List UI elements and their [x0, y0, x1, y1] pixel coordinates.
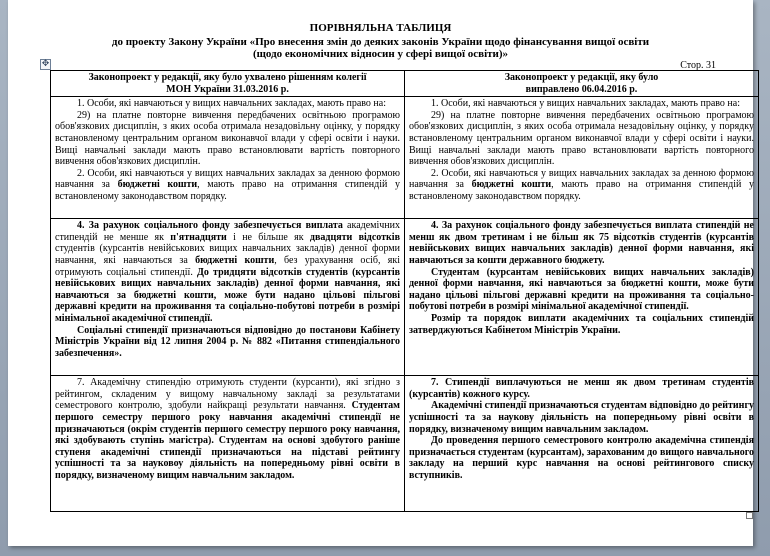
bold-text-run: До проведення першого семестрового контролю академічна стипендія призначається студентам (курсантам), зарахованим до вищого навчального закладу на перший курс навчання на основі рейтингового списку вступників.	[409, 435, 754, 481]
table-cell-left[interactable]	[51, 376, 405, 512]
text-run: 2. Особи, які навчаються у вищих навчальних закладах за денною формою навчання за	[409, 167, 754, 191]
table-resize-handle[interactable]	[746, 512, 753, 519]
text-run: , мають право на отримання стипендій у встановленому законодавством порядку.	[409, 179, 755, 202]
bold-text-run: 4. За рахунок соціального фонду забезпечується виплата	[77, 220, 343, 232]
comparison-table	[50, 70, 759, 512]
header-left-line1: Законопроект у редакції, яку було ухвалено рішенням колегії	[88, 72, 367, 83]
paragraph	[409, 168, 754, 203]
table-cell-left[interactable]	[51, 97, 405, 219]
bold-text-run: До тридцяти відсотків студентів (курсантів невійськових вищих навчальних закладів) денної форми навчання, які навчаються за бюджетні кошти, може бути надано цільові пільгові державні кредити на проживання та соціально-побутові потреби в розмірі мінімальної академічної стипендії.	[55, 266, 401, 324]
bold-text-run: Студентам (курсантам невійськових вищих навчальних закладів) денної форми навчання, які навчаються за бюджетні кошти, може бути надано цільові пільгові державні кредити на проживання та соціально-побутові потреби в розмірі мінімальної академічної стипендії.	[409, 266, 754, 313]
paragraph	[409, 313, 754, 336]
document-subtitle-note: (щодо економічних відносин у сфері вищої освіти)»	[252, 48, 509, 60]
paragraph	[409, 267, 754, 313]
paragraph	[55, 325, 400, 360]
text-run: 2. Особи, які навчаються у вищих навчальних закладах за денною формою навчання за	[55, 167, 400, 191]
document-subtitle: до проекту Закону України «Про внесення змін до деяких законів України щодо фінансування вищої освіти	[111, 36, 650, 48]
page-number: Стор. 31	[680, 60, 716, 71]
paragraph	[55, 168, 400, 203]
paragraph	[409, 400, 754, 435]
bold-text-run: бюджетні кошти	[195, 254, 275, 266]
table-row	[51, 376, 759, 512]
paragraph	[409, 435, 754, 481]
table-move-handle-icon[interactable]: ✥	[41, 59, 50, 69]
header-cell-right[interactable]	[405, 71, 759, 97]
bold-text-run: п'ятнадцяти	[170, 231, 227, 243]
paragraph	[55, 377, 400, 481]
document-page	[8, 0, 753, 546]
bold-text-run: Студентам на основі здобутого раніше ступеня академічні стипендії призначаються на підставі рейтингу успішності та за науковоу діяльність на попередньому рівні освіти в порядку, визначеному вищим навчальним закладом.	[55, 435, 400, 481]
header-right-line1: Законопроект у редакції, яку було	[504, 72, 659, 83]
table-header-row	[51, 71, 759, 97]
paragraph: 29) на платне повторне вивчення передбачених освітньою програмою обов'язкових дисциплін, з яких особа отримала незадовільну оцінку, у порядку встановленому центральним органом виконавчої влади у сфері освіти і науки. Вищі навчальні заклади мають право встановлювати вартість повторного вивчення обов'язкових дисциплін.	[409, 109, 754, 168]
bold-text-run: Студентам першого семестру першого року навчання академічні стипендії не призначаються	[55, 400, 400, 435]
table-cell-right[interactable]	[405, 97, 759, 219]
text-run: і не більше як	[226, 231, 310, 243]
document-title: ПОРІВНЯЛЬНА ТАБЛИЦЯ	[309, 22, 452, 34]
paragraph: 1. Особи, які навчаються у вищих навчальних закладах, мають право на:	[431, 98, 740, 110]
text-run: 7. Академічну стипендію отримують студенти (курсанти), які згідно з рейтингом, складеним у вищому навчальному закладі за результатами семестрового контролю, здобули найкращі результати навчання.	[55, 377, 400, 412]
header-right-line2: виправлено 06.04.2016 р.	[525, 83, 638, 95]
bold-text-run: Соціальні стипендії призначаються відповідно до постанови Кабінету Міністрів України від 12 липня 2004 р. № 882 «Питання стипендіального забезпечення».	[55, 324, 400, 359]
paragraph	[409, 377, 754, 400]
bold-text-run: бюджетні кошти	[117, 179, 198, 191]
bold-text-run: 4. За рахунок соціального фонду забезпечується виплата стипендій не менш як двом третинам і не більш як 75 відсотків студентів (курсантів невійськових вищих навчальних закладів) денної форми навчання, які навчаються за кошти державного бюджету.	[409, 220, 754, 266]
text-run: студентів (курсантів невійськових вищих навчальних закладів) денної форми навчання, які навчаються за	[55, 243, 400, 266]
text-run: , без урахування осіб, які отримують соціальні стипендії.	[55, 254, 400, 278]
paragraph: 29) на платне повторне вивчення передбачених освітньою програмою обов'язкових дисциплін, з яких особа отримала незадовільну оцінку, у порядку встановленому центральним органом виконавчої влади у сфері освіти і науки. Вищі навчальні заклади мають право встановлювати вартість повторного вивчення обов'язкових дисциплін.	[55, 109, 400, 168]
header-left-line2: МОН України 31.03.2016 р.	[166, 83, 289, 95]
paragraph	[55, 220, 400, 324]
table-cell-right[interactable]	[405, 376, 759, 512]
bold-text-run: 7. Стипендії виплачуються не менш як двом третинам студентів (курсантів) кожного курсу.	[409, 377, 754, 400]
table-row	[51, 219, 759, 376]
bold-text-run: двадцяти відсотків	[309, 231, 400, 243]
paragraph	[409, 220, 754, 266]
table-row	[51, 97, 759, 219]
bold-text-run: Академічні стипендії призначаються студентам відповідно до рейтингу успішності та за наукову діяльність на попередньому рівні освіти в порядку, визначеному вищим навчальним закладом.	[409, 400, 754, 435]
text-run: , мають право на отримання стипендій у встановленому законодавством порядку.	[55, 179, 401, 202]
bold-text-run: бюджетні кошти	[471, 179, 552, 191]
bold-text-run: Розмір та порядок виплати академічних та соціальних стипендій затверджуються Кабінетом Міністрів України.	[409, 312, 754, 336]
bold-text-run: (окрім студентів першого семестру першого року навчання, які здобувають ступінь магістра).	[55, 423, 400, 447]
header-cell-left[interactable]	[51, 71, 405, 97]
paragraph: 1. Особи, які навчаються у вищих навчальних закладах, мають право на:	[77, 98, 386, 110]
table-cell-left[interactable]	[51, 219, 405, 376]
table-cell-right[interactable]	[405, 219, 759, 376]
text-run: академічних стипендій не менше як	[55, 220, 400, 243]
